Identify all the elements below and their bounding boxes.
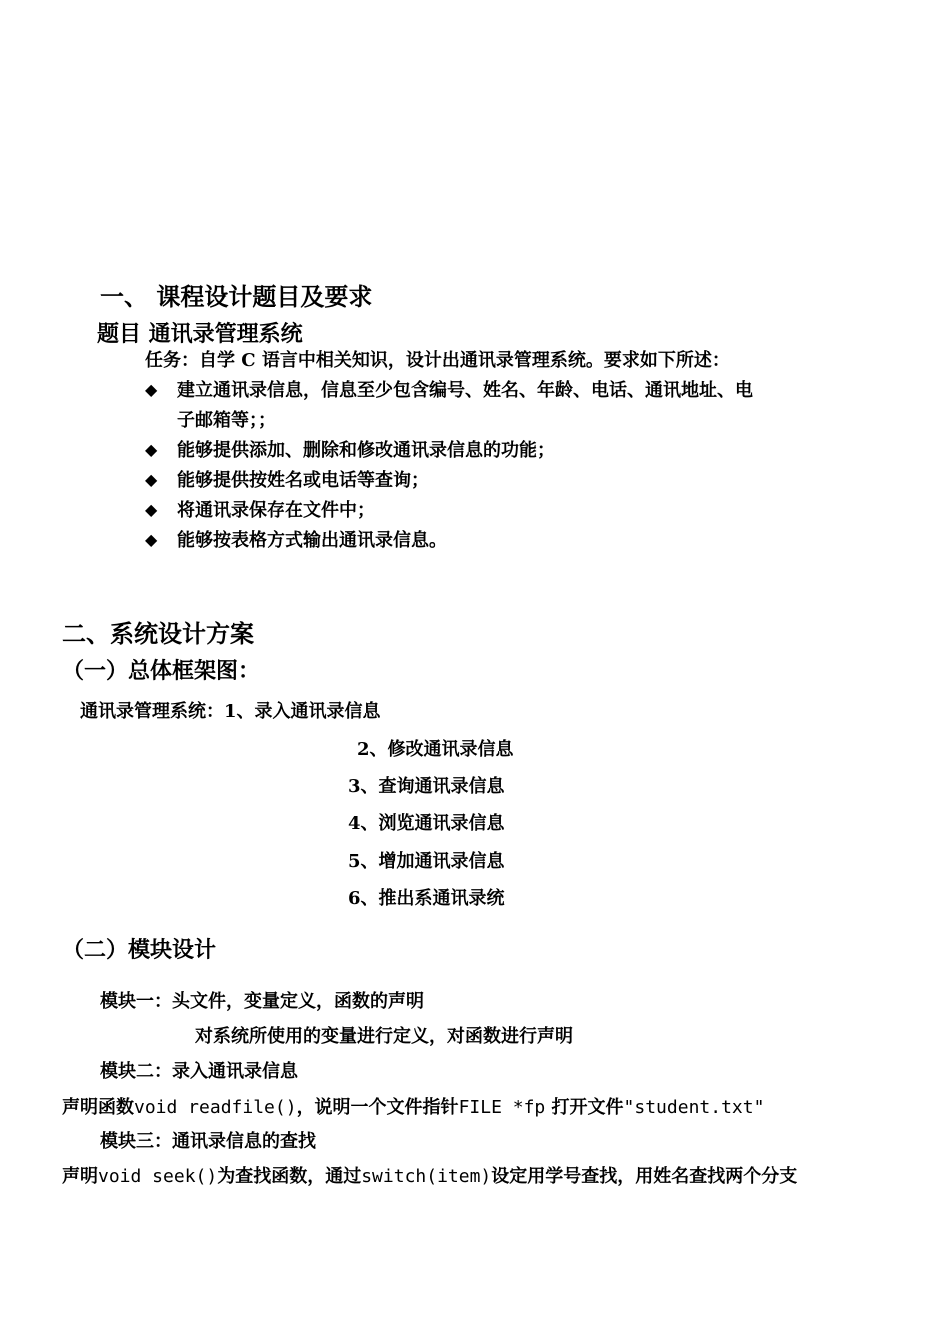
- list-item: [145, 500, 375, 522]
- diamond-bullet-icon: ◆: [145, 470, 158, 489]
- bullet-text: 能够提供按姓名或电话等查询；: [177, 470, 429, 491]
- list-item: [145, 470, 429, 492]
- bullet-text: 将通讯录保存在文件中；: [177, 500, 375, 521]
- desc-text: 声明: [62, 1166, 98, 1187]
- desc-text: ，说明一个文件指针: [296, 1097, 459, 1118]
- bullet-text: 能够按表格方式输出通讯录信息。: [177, 530, 447, 551]
- module-title: 模块一：头文件，变量定义，函数的声明: [100, 991, 424, 1012]
- desc-text: 声明函数: [62, 1097, 134, 1118]
- module-title: 模块二：录入通讯录信息: [100, 1061, 298, 1082]
- bullet-text: 建立通讯录信息，信息至少包含编号、姓名、年龄、电话、通讯地址、电: [177, 380, 753, 401]
- code-text: FILE *fp: [458, 1097, 546, 1118]
- section1-heading: 一、 课程设计题目及要求: [100, 282, 373, 311]
- diamond-bullet-icon: ◆: [145, 440, 158, 459]
- module-desc: 对系统所使用的变量进行定义，对函数进行声明: [195, 1026, 573, 1047]
- module-subheading: （二）模块设计: [62, 937, 217, 963]
- bullet-continuation: 子邮箱等；；: [177, 410, 276, 431]
- code-text: "student.txt": [623, 1097, 765, 1118]
- framework-item: 2、修改通讯录信息: [357, 739, 514, 760]
- framework-root: 通讯录管理系统：1、录入通讯录信息: [80, 701, 381, 722]
- code-text: void readfile(): [134, 1097, 297, 1118]
- module-title: 模块三：通讯录信息的查找: [100, 1131, 316, 1152]
- framework-item: 4、浏览通讯录信息: [348, 813, 505, 834]
- framework-item: 5、增加通讯录信息: [348, 851, 505, 872]
- desc-text: 打开文件: [545, 1097, 624, 1118]
- section2-heading: 二、系统设计方案: [62, 619, 254, 648]
- list-item: [145, 530, 447, 552]
- list-item: [145, 380, 753, 402]
- diamond-bullet-icon: ◆: [145, 380, 158, 399]
- framework-item: 3、查询通讯录信息: [348, 776, 505, 797]
- topic-title: 题目 通讯录管理系统: [97, 321, 303, 347]
- desc-text: 设定用学号查找，用姓名查找两个分支: [491, 1166, 798, 1187]
- framework-subheading: （一）总体框架图：: [62, 658, 261, 684]
- code-text: void seek(): [98, 1166, 218, 1187]
- code-text: switch(item): [361, 1166, 492, 1187]
- module-desc: [62, 1166, 797, 1188]
- task-text: 任务：自学 C 语言中相关知识，设计出通讯录管理系统。要求如下所述：: [145, 350, 730, 371]
- bullet-text: 能够提供添加、删除和修改通讯录信息的功能；: [177, 440, 555, 461]
- desc-text: 为查找函数，通过: [217, 1166, 362, 1187]
- diamond-bullet-icon: ◆: [145, 500, 158, 519]
- diamond-bullet-icon: ◆: [145, 530, 158, 549]
- framework-item: 6、推出系通讯录统: [348, 888, 505, 909]
- module-desc: [62, 1097, 764, 1119]
- list-item: [145, 440, 555, 462]
